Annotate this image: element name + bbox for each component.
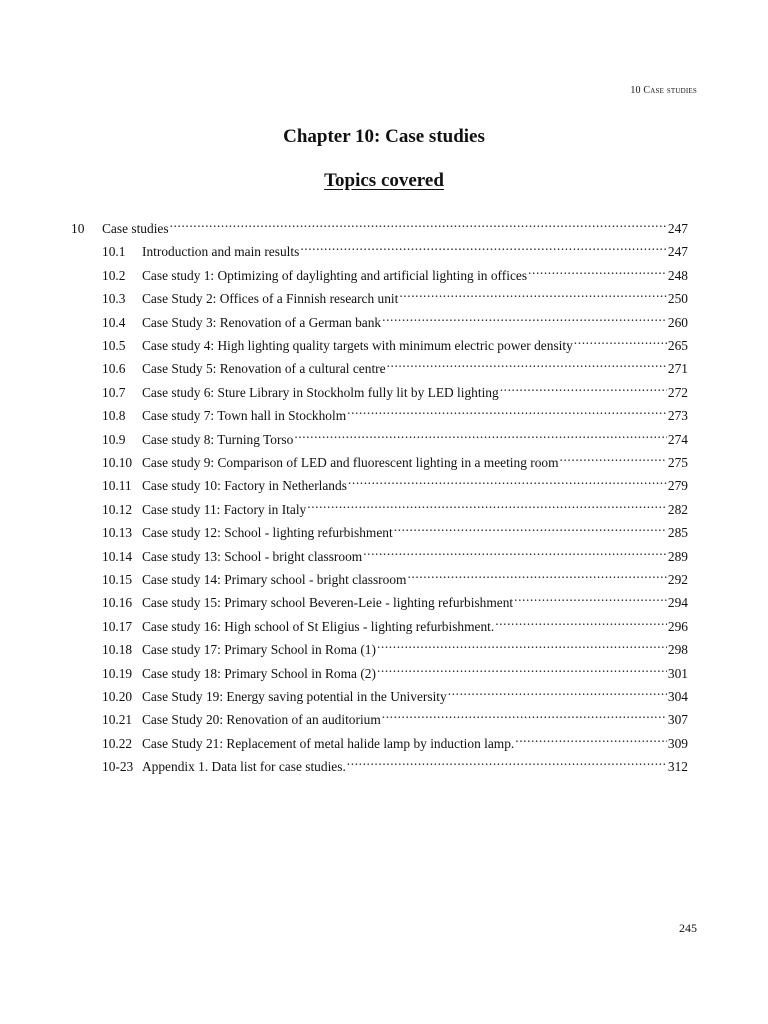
running-header xyxy=(630,85,697,96)
toc-dot-leader xyxy=(495,611,667,631)
toc-entry-page: 250 xyxy=(667,291,688,307)
toc-entry-page: 248 xyxy=(667,267,688,283)
toc-entry[interactable] xyxy=(102,260,688,283)
toc-entry-page: 247 xyxy=(667,221,688,236)
toc-entry-page: 294 xyxy=(667,595,688,611)
toc-entry-number: 10.6 xyxy=(102,361,126,377)
toc-entry-number: 10.8 xyxy=(102,408,126,424)
toc-entry-page: 260 xyxy=(667,314,688,330)
toc-entry-number: 10.1 xyxy=(102,244,126,260)
toc-entry-number: 10.18 xyxy=(102,642,133,658)
toc-entry[interactable] xyxy=(102,587,688,611)
running-header-chapter-label: Case studies xyxy=(643,85,697,96)
toc-entry-title: Case Study 5: Renovation of a cultural centre xyxy=(142,361,386,377)
toc-entry-page: 285 xyxy=(667,525,688,541)
toc-entry-number: 10.5 xyxy=(102,338,126,353)
toc-entry-page: 271 xyxy=(667,361,688,377)
toc-entry-title: Case study 16: High school of St Eligius - lighting refurbishment. xyxy=(142,618,495,634)
toc-entry-number: 10.16 xyxy=(102,595,133,611)
toc-entry-title: Case Study 20: Renovation of an auditorium xyxy=(142,712,381,728)
toc-entry-page: 301 xyxy=(667,665,688,681)
toc-dot-leader xyxy=(399,283,667,303)
toc-entry[interactable] xyxy=(102,353,688,377)
toc-entry-title: Case study 12: School - lighting refurbishment xyxy=(142,525,393,541)
toc-entry-number: 10.21 xyxy=(102,712,133,728)
toc-entry-page: 296 xyxy=(667,618,688,634)
toc-entry-title: Case study 7: Town hall in Stockholm xyxy=(142,408,347,424)
toc-entry-number: 10.22 xyxy=(102,735,133,751)
toc-entry[interactable] xyxy=(102,564,688,587)
toc-dot-leader xyxy=(170,213,667,233)
toc-entry-number: 10.2 xyxy=(102,267,126,283)
toc-entry-number: 10.17 xyxy=(102,618,133,634)
toc-entry-number: 10.4 xyxy=(102,314,126,330)
toc-entry-page: 275 xyxy=(667,455,688,470)
toc-entry-title: Case study 8: Turning Torso xyxy=(142,431,294,447)
toc-entry-number: 10.11 xyxy=(102,478,132,494)
toc-entry-title: Case study 17: Primary School in Roma (1) xyxy=(142,642,376,658)
toc-dot-leader xyxy=(382,704,667,724)
toc-entry[interactable] xyxy=(102,447,688,470)
toc-entry-page: 298 xyxy=(667,642,688,658)
toc-entry[interactable] xyxy=(102,658,688,681)
toc-dot-leader xyxy=(382,307,667,327)
toc-entry[interactable] xyxy=(102,377,688,400)
toc-entry[interactable] xyxy=(102,704,688,728)
toc-entry-number: 10.19 xyxy=(102,665,133,681)
toc-entry-title: Case study 14: Primary school - bright classroom xyxy=(142,572,407,587)
toc-entry-number: 10.9 xyxy=(102,431,126,447)
toc-entry-page: 279 xyxy=(667,478,688,494)
toc-dot-leader xyxy=(347,400,667,420)
toc-dot-leader xyxy=(528,260,667,280)
toc-entry[interactable] xyxy=(102,611,688,634)
toc-dot-leader xyxy=(448,681,667,701)
toc-entry[interactable] xyxy=(102,400,688,424)
toc-dot-leader xyxy=(348,470,667,490)
toc-dot-leader xyxy=(560,447,667,467)
toc-entry-page: 247 xyxy=(667,244,688,260)
toc-entry-title: Case study 15: Primary school Beveren-Leie - lighting refurbishment xyxy=(142,595,514,611)
toc-entry-number: 10.14 xyxy=(102,548,133,564)
running-header-chapter-number: 10 xyxy=(630,85,641,96)
toc-dot-leader xyxy=(377,634,667,654)
toc-entry-title: Case study 18: Primary School in Roma (2) xyxy=(142,665,376,681)
toc-entry-title: Case Study 19: Energy saving potential in the University xyxy=(142,689,447,704)
toc-entry-page: 304 xyxy=(667,689,688,704)
toc-entry[interactable] xyxy=(102,728,688,751)
toc-dot-leader xyxy=(574,330,667,350)
toc-dot-leader xyxy=(347,751,667,771)
toc-entry-title: Case study 11: Factory in Italy xyxy=(142,501,307,517)
toc-entry[interactable] xyxy=(102,494,688,517)
toc-entry-page: 274 xyxy=(667,431,688,447)
toc-entry[interactable] xyxy=(102,470,688,494)
toc-entry[interactable] xyxy=(102,541,688,564)
toc-entry[interactable] xyxy=(102,283,688,307)
toc-dot-leader xyxy=(394,517,667,537)
toc-entry-title: Introduction and main results xyxy=(142,244,300,260)
toc-dot-leader xyxy=(363,541,667,561)
toc-entry-page: 292 xyxy=(667,572,688,587)
toc-entry[interactable] xyxy=(102,634,688,658)
toc-entry-page: 309 xyxy=(667,735,688,751)
toc-dot-leader xyxy=(515,728,667,748)
page-number: 245 xyxy=(679,921,697,935)
toc-entry-page: 307 xyxy=(667,712,688,728)
toc-entry-number: 10-23 xyxy=(102,759,134,775)
toc-entry-page: 272 xyxy=(667,384,688,400)
chapter-title: Chapter 10: Case studies xyxy=(283,126,485,147)
toc-dot-leader xyxy=(500,377,667,397)
toc-dot-leader xyxy=(300,236,667,256)
toc-dot-leader xyxy=(377,658,667,678)
toc-entry-title: Case Study 21: Replacement of metal halide lamp by induction lamp. xyxy=(142,735,515,751)
toc-entry-number: 10.3 xyxy=(102,291,126,307)
toc-entry-title: Appendix 1. Data list for case studies. xyxy=(142,759,346,775)
toc-entry-page: 265 xyxy=(667,338,688,353)
toc-entry-number: 10.7 xyxy=(102,384,126,400)
toc-entry-title: Case study 1: Optimizing of daylighting and artificial lighting in offices xyxy=(142,267,528,283)
toc-dot-leader xyxy=(514,587,667,607)
toc-entry-page: 282 xyxy=(667,501,688,517)
toc-dot-leader xyxy=(294,424,667,444)
toc-entry-page: 312 xyxy=(667,759,688,775)
toc-entry-title: Case study 6: Sture Library in Stockholm fully lit by LED lighting xyxy=(142,384,499,400)
toc-entry-title: Case study 10: Factory in Netherlands xyxy=(142,478,347,494)
toc-entry[interactable] xyxy=(102,751,688,775)
toc-entry-title: Case Study 3: Renovation of a German bank xyxy=(142,314,382,330)
toc-dot-leader xyxy=(387,353,667,373)
toc-entry[interactable] xyxy=(102,236,688,260)
toc-entry-number: 10.15 xyxy=(102,572,133,587)
toc-entry-page: 289 xyxy=(667,548,688,564)
toc-entry-title: Case study 9: Comparison of LED and fluorescent lighting in a meeting room xyxy=(142,455,559,470)
toc-entry-title: Case studies xyxy=(102,221,169,236)
toc-entry-number: 10.13 xyxy=(102,525,133,541)
toc-dot-leader xyxy=(407,564,666,584)
toc-entry[interactable] xyxy=(102,330,688,353)
toc-entry[interactable] xyxy=(71,213,688,236)
toc-entry-number: 10 xyxy=(71,221,85,236)
topics-title: Topics covered xyxy=(324,170,444,191)
toc-entry-number: 10.12 xyxy=(102,501,133,517)
toc-dot-leader xyxy=(307,494,667,514)
toc-entry-title: Case study 13: School - bright classroom xyxy=(142,548,363,564)
toc-entry[interactable] xyxy=(102,681,688,704)
toc-entry-title: Case Study 2: Offices of a Finnish research unit xyxy=(142,291,399,307)
toc-entry-page: 273 xyxy=(667,408,688,424)
toc-entry-number: 10.20 xyxy=(102,689,133,704)
toc-entry[interactable] xyxy=(102,424,688,447)
toc-entry[interactable] xyxy=(102,307,688,330)
toc-entry-number: 10.10 xyxy=(102,455,133,470)
toc-entry-title: Case study 4: High lighting quality targets with minimum electric power density xyxy=(142,338,573,353)
toc-entry[interactable] xyxy=(102,517,688,541)
